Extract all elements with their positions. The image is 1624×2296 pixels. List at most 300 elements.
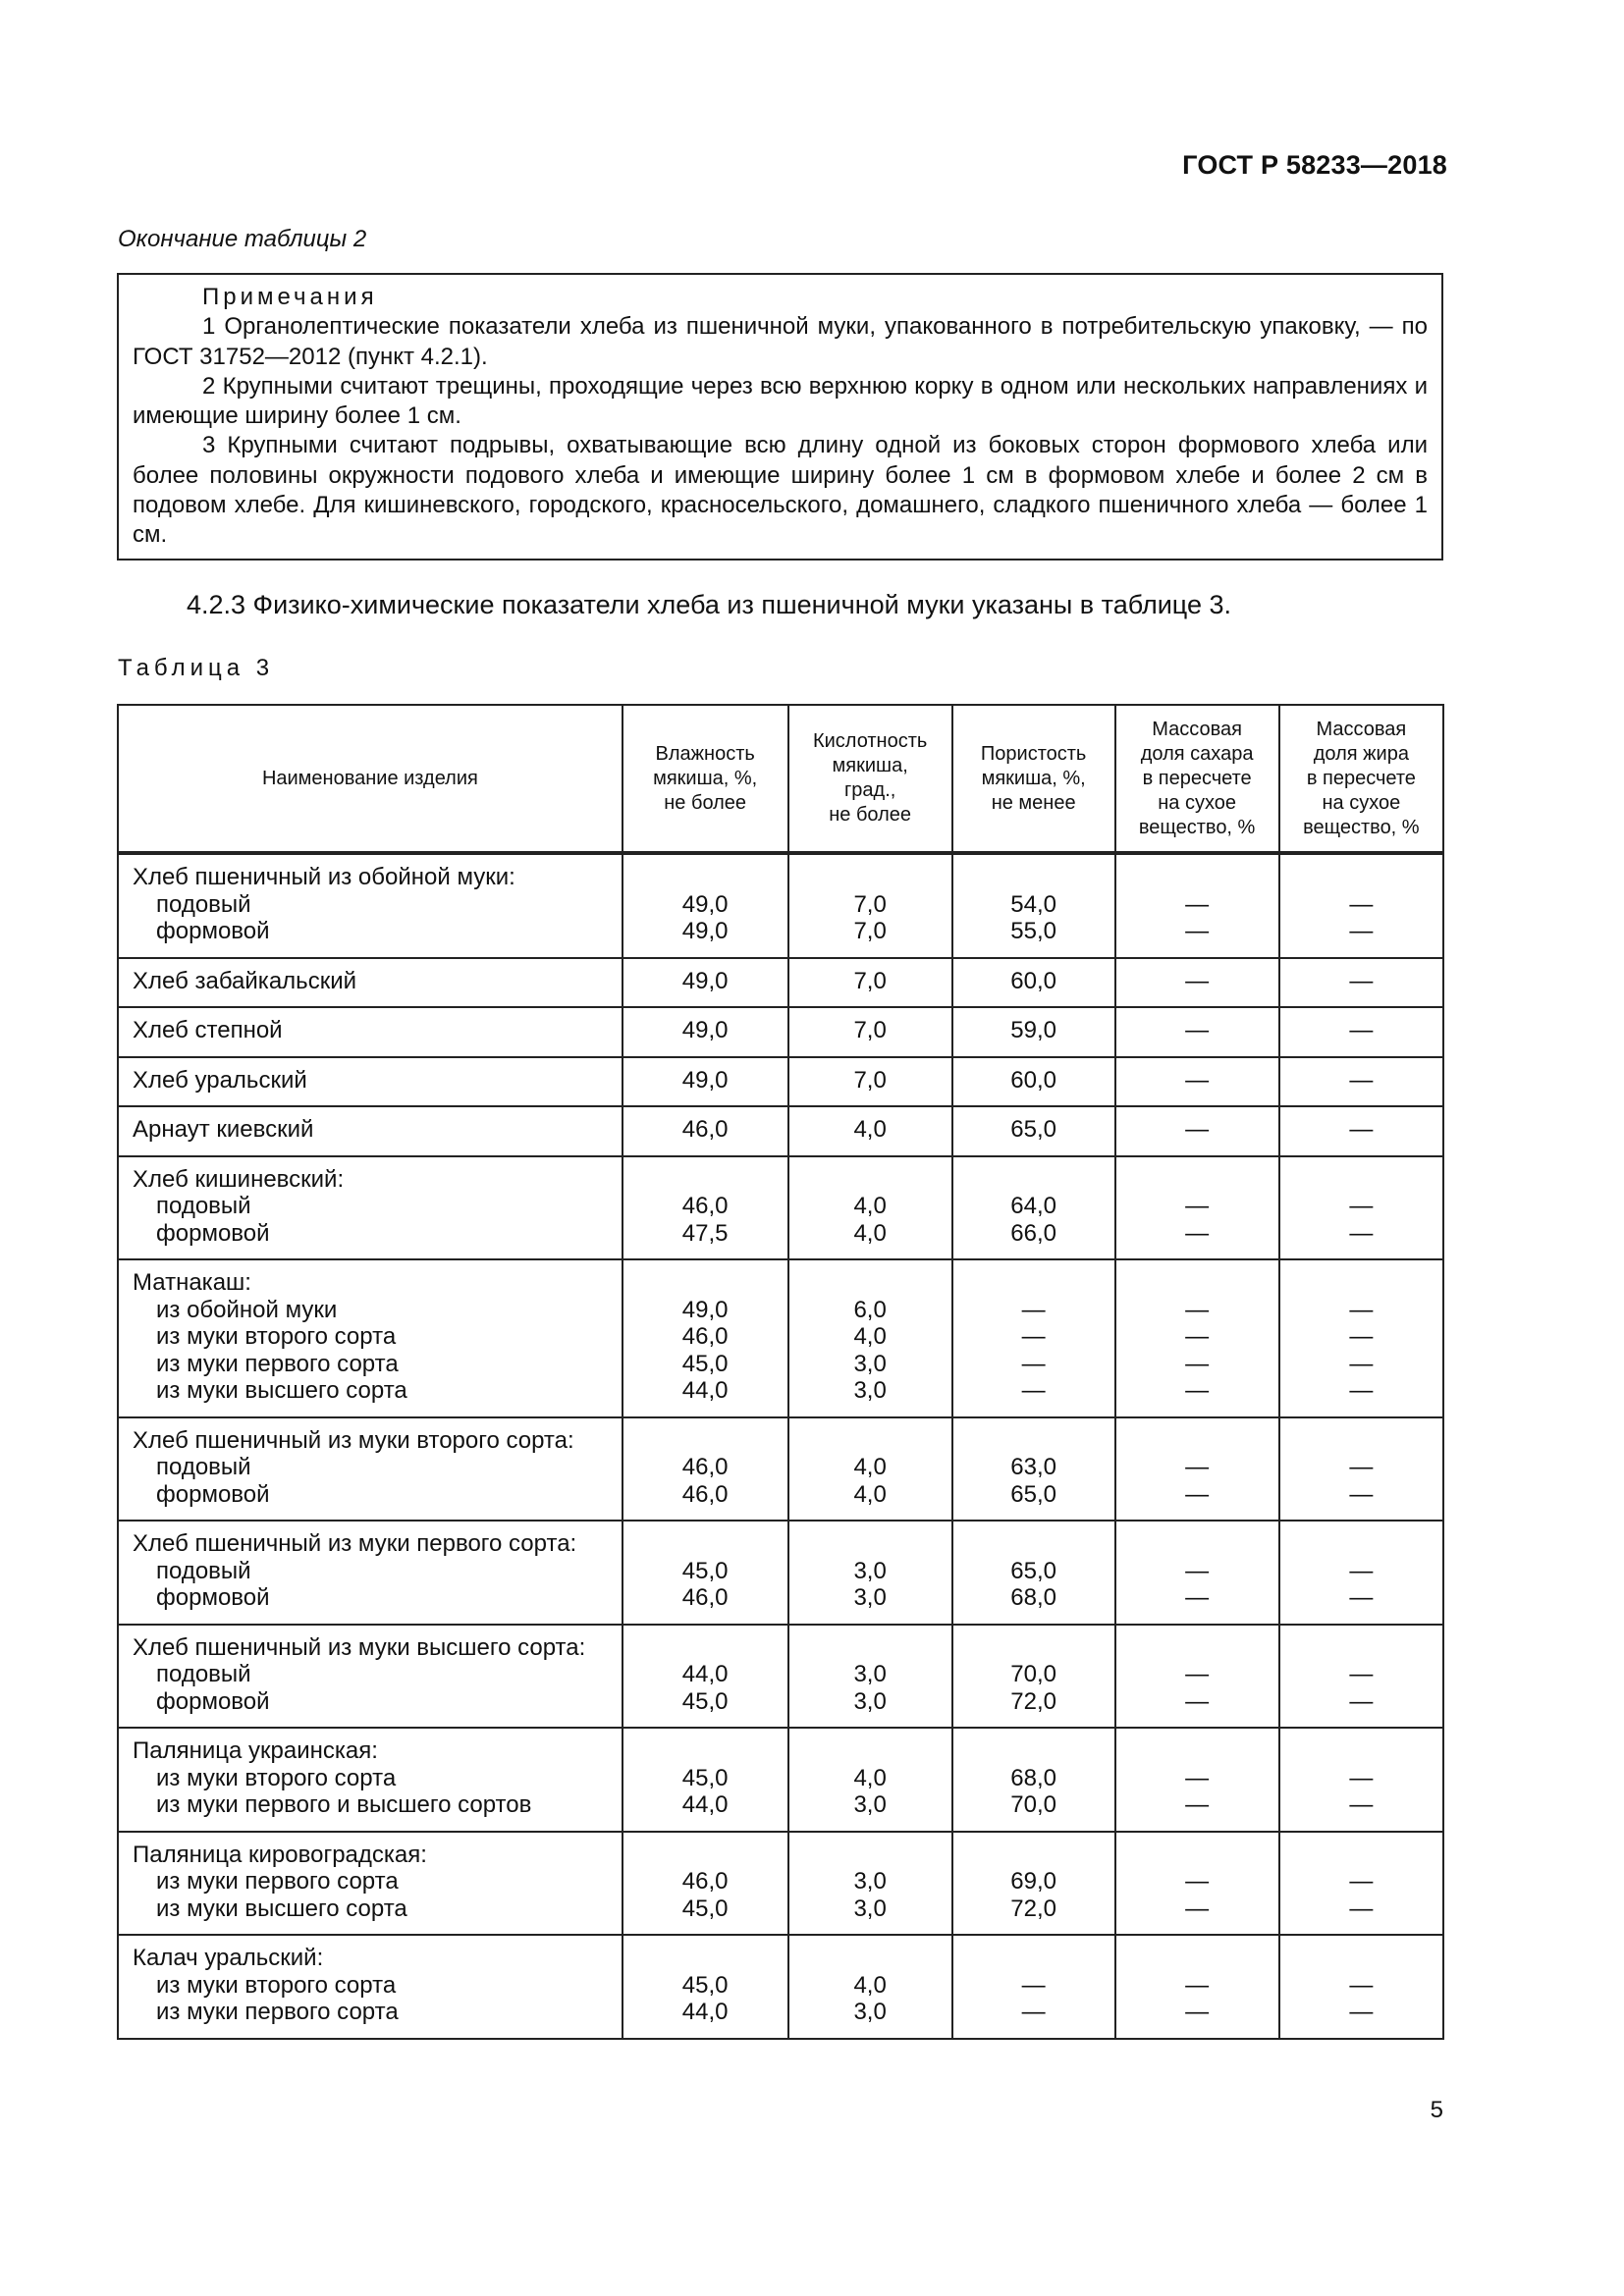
note-item: 1 Органолептические показатели хлеба из пшеничной муки, упакованного в потребительскую упаковку, — по ГОСТ 31752—2012 (пункт 4.2.1).: [133, 313, 1428, 370]
fat-value: —: [1349, 1557, 1374, 1584]
fat-cell: [1279, 1156, 1443, 1260]
acidity-value: 4,0: [853, 1480, 887, 1508]
product-group-title: Хлеб пшеничный из муки второго сорта:: [133, 1426, 574, 1454]
acidity-value: 7,0: [853, 1066, 887, 1094]
header-acidity: Кислотность мякиша, град., не более: [788, 705, 952, 853]
sugar-cell: [1115, 1057, 1279, 1107]
fat-value: —: [1349, 1895, 1374, 1922]
product-name: Хлеб уральский: [133, 1066, 307, 1094]
porosity-cell: [952, 1832, 1115, 1936]
product-name: формовой: [156, 1219, 270, 1247]
fat-value: —: [1349, 890, 1374, 918]
acidity-value: 3,0: [853, 1377, 887, 1404]
sugar-cell: [1115, 1156, 1279, 1260]
fat-value: —: [1349, 1066, 1374, 1094]
porosity-value: 70,0: [1010, 1791, 1056, 1818]
acidity-cell: [788, 1007, 952, 1057]
notes-title: Примечания: [202, 284, 378, 310]
porosity-cell: [952, 1417, 1115, 1522]
fat-value: —: [1349, 1971, 1374, 1999]
cell-spacer: [1284, 1269, 1438, 1297]
product-name-cell: [118, 1521, 623, 1625]
sugar-cell: [1115, 1728, 1279, 1832]
porosity-cell: [952, 1935, 1115, 2039]
table-row: [118, 1832, 1443, 1936]
product-name: формовой: [156, 918, 270, 944]
product-name: подовый: [156, 890, 251, 918]
cell-spacer: [957, 1842, 1110, 1869]
product-name: подовый: [156, 1193, 251, 1219]
fat-cell: [1279, 1106, 1443, 1156]
moisture-value: 46,0: [681, 1193, 729, 1219]
cell-spacer: [627, 1945, 784, 1972]
product-name: подовый: [156, 1661, 251, 1687]
moisture-value: 44,0: [681, 1377, 729, 1404]
moisture-cell: [623, 1625, 788, 1729]
product-name: формовой: [156, 1584, 270, 1611]
cell-spacer: [793, 1634, 947, 1662]
cell-spacer: [627, 1427, 784, 1455]
product-name: из муки первого сорта: [156, 1999, 399, 2025]
header-sugar-fraction: Массовая доля сахара в пересчете на сухое вещество, %: [1115, 705, 1279, 853]
sugar-value: —: [1185, 1584, 1210, 1611]
cell-spacer: [1120, 1945, 1274, 1972]
fat-cell: [1279, 1935, 1443, 2039]
product-group-title: Хлеб пшеничный из муки высшего сорта:: [133, 1633, 586, 1661]
porosity-cell: [952, 1156, 1115, 1260]
acidity-value: 7,0: [853, 967, 887, 994]
moisture-value: 45,0: [681, 1764, 729, 1791]
sugar-value: —: [1185, 1764, 1210, 1791]
fat-value: —: [1349, 918, 1374, 944]
product-group-title: Хлеб кишиневский:: [133, 1165, 345, 1193]
moisture-value: 49,0: [681, 1066, 729, 1094]
product-name: Арнаут киевский: [133, 1116, 314, 1143]
sugar-value: —: [1185, 1557, 1210, 1584]
product-name: из муки высшего сорта: [156, 1895, 407, 1922]
moisture-value: 45,0: [681, 1687, 729, 1715]
moisture-value: 45,0: [681, 1350, 729, 1377]
acidity-cell: [788, 853, 952, 958]
fat-value: —: [1349, 1377, 1374, 1404]
product-name: из обойной муки: [156, 1296, 338, 1323]
acidity-cell: [788, 1417, 952, 1522]
product-name-cell: [118, 1156, 623, 1260]
table-row: [118, 958, 1443, 1008]
product-name: формовой: [156, 1687, 270, 1715]
moisture-cell: [623, 1057, 788, 1107]
table-row: [118, 1625, 1443, 1729]
product-name-cell: [118, 1057, 623, 1107]
fat-value: —: [1349, 1480, 1374, 1508]
product-group-title: Матнакаш:: [133, 1269, 251, 1296]
porosity-value: —: [1021, 1971, 1046, 1999]
sugar-cell: [1115, 1832, 1279, 1936]
table-row: [118, 1007, 1443, 1057]
product-name-cell: [118, 1935, 623, 2039]
porosity-value: 68,0: [1010, 1584, 1056, 1611]
table-row: [118, 1417, 1443, 1522]
cell-spacer: [957, 1269, 1110, 1297]
acidity-cell: [788, 1625, 952, 1729]
product-name-cell: [118, 958, 623, 1008]
sugar-value: —: [1185, 1377, 1210, 1404]
fat-cell: [1279, 1728, 1443, 1832]
cell-spacer: [627, 1842, 784, 1869]
cell-spacer: [1120, 1530, 1274, 1558]
sugar-value: —: [1185, 1999, 1210, 2025]
moisture-cell: [623, 1156, 788, 1260]
sugar-value: —: [1185, 1480, 1210, 1508]
sugar-value: —: [1185, 1868, 1210, 1895]
porosity-value: 60,0: [1010, 967, 1056, 994]
header-fat-fraction: Массовая доля жира в пересчете на сухое вещество, %: [1279, 705, 1443, 853]
cell-spacer: [627, 1166, 784, 1194]
header-porosity: Пористость мякиша, %, не менее: [952, 705, 1115, 853]
porosity-value: 72,0: [1010, 1687, 1056, 1715]
table-row: [118, 853, 1443, 958]
moisture-cell: [623, 958, 788, 1008]
cell-spacer: [793, 1842, 947, 1869]
moisture-value: 45,0: [681, 1895, 729, 1922]
product-name-cell: [118, 1625, 623, 1729]
porosity-cell: [952, 1728, 1115, 1832]
cell-spacer: [1120, 1737, 1274, 1765]
porosity-value: —: [1021, 1350, 1046, 1377]
fat-value: —: [1349, 1764, 1374, 1791]
table-row: [118, 1935, 1443, 2039]
sugar-value: —: [1185, 918, 1210, 944]
acidity-value: 7,0: [853, 918, 887, 944]
sugar-cell: [1115, 1106, 1279, 1156]
header-product-name: Наименование изделия: [118, 705, 623, 853]
cell-spacer: [1120, 1269, 1274, 1297]
product-name: подовый: [156, 1557, 251, 1584]
moisture-value: 46,0: [681, 1584, 729, 1611]
porosity-value: 55,0: [1010, 918, 1056, 944]
acidity-value: 3,0: [853, 1557, 887, 1584]
table-body: [118, 853, 1443, 2039]
section-paragraph: 4.2.3 Физико-химические показатели хлеба из пшеничной муки указаны в таблице 3.: [187, 590, 1232, 619]
porosity-value: 59,0: [1010, 1017, 1056, 1043]
acidity-value: 4,0: [853, 1219, 887, 1247]
moisture-value: 45,0: [681, 1971, 729, 1999]
cell-spacer: [793, 1427, 947, 1455]
product-name: из муки первого сорта: [156, 1868, 399, 1895]
fat-cell: [1279, 1057, 1443, 1107]
page-number: 5: [1430, 2097, 1443, 2123]
acidity-value: 3,0: [853, 1895, 887, 1922]
product-group-title: Калач уральский:: [133, 1945, 324, 1971]
acidity-value: 4,0: [853, 1454, 887, 1480]
product-name-cell: [118, 1832, 623, 1936]
cell-spacer: [1120, 1634, 1274, 1662]
porosity-value: 54,0: [1010, 890, 1056, 918]
moisture-value: 47,5: [681, 1219, 729, 1247]
porosity-value: 72,0: [1010, 1895, 1056, 1922]
product-name: из муки первого и высшего сортов: [156, 1791, 532, 1818]
product-name: из муки второго сорта: [156, 1323, 397, 1350]
sugar-value: —: [1185, 1687, 1210, 1715]
table-row: [118, 1728, 1443, 1832]
porosity-value: —: [1021, 1999, 1046, 2025]
fat-value: —: [1349, 1687, 1374, 1715]
acidity-value: 3,0: [853, 1584, 887, 1611]
cell-spacer: [793, 1269, 947, 1297]
moisture-value: 46,0: [681, 1868, 729, 1895]
moisture-cell: [623, 1417, 788, 1522]
fat-value: —: [1349, 1999, 1374, 2025]
product-name: формовой: [156, 1480, 270, 1508]
cell-spacer: [1284, 1530, 1438, 1558]
sugar-cell: [1115, 1259, 1279, 1417]
product-name-cell: [118, 1259, 623, 1417]
acidity-cell: [788, 1935, 952, 2039]
sugar-value: —: [1185, 1895, 1210, 1922]
moisture-value: 45,0: [681, 1557, 729, 1584]
product-name-cell: [118, 1106, 623, 1156]
sugar-value: —: [1185, 1193, 1210, 1219]
acidity-value: 7,0: [853, 890, 887, 918]
cell-spacer: [957, 1427, 1110, 1455]
sugar-value: —: [1185, 1350, 1210, 1377]
acidity-value: 3,0: [853, 1791, 887, 1818]
table-header-row: [118, 705, 1443, 853]
fat-cell: [1279, 1417, 1443, 1522]
moisture-value: 46,0: [681, 1323, 729, 1350]
cell-spacer: [1120, 1427, 1274, 1455]
acidity-value: 4,0: [853, 1116, 887, 1143]
sugar-value: —: [1185, 1017, 1210, 1043]
porosity-value: 60,0: [1010, 1066, 1056, 1094]
table-row: [118, 1521, 1443, 1625]
fat-cell: [1279, 1521, 1443, 1625]
product-name-cell: [118, 1417, 623, 1522]
product-group-title: Хлеб пшеничный из муки первого сорта:: [133, 1530, 577, 1557]
acidity-value: 7,0: [853, 1017, 887, 1043]
cell-spacer: [1284, 864, 1438, 891]
cell-spacer: [957, 1634, 1110, 1662]
moisture-value: 46,0: [681, 1454, 729, 1480]
sugar-cell: [1115, 853, 1279, 958]
fat-value: —: [1349, 1661, 1374, 1687]
porosity-value: —: [1021, 1377, 1046, 1404]
acidity-cell: [788, 1106, 952, 1156]
porosity-value: 66,0: [1010, 1219, 1056, 1247]
product-name-cell: [118, 1728, 623, 1832]
acidity-value: 3,0: [853, 1868, 887, 1895]
cell-spacer: [957, 1737, 1110, 1765]
fat-cell: [1279, 853, 1443, 958]
product-name: Хлеб степной: [133, 1017, 283, 1043]
sugar-value: —: [1185, 967, 1210, 994]
document-code: ГОСТ Р 58233—2018: [1182, 150, 1447, 180]
sugar-value: —: [1185, 1791, 1210, 1818]
header-moisture: Влажность мякиша, %, не более: [623, 705, 788, 853]
sugar-cell: [1115, 958, 1279, 1008]
sugar-value: —: [1185, 1971, 1210, 1999]
porosity-cell: [952, 1106, 1115, 1156]
fat-value: —: [1349, 1017, 1374, 1043]
fat-value: —: [1349, 1791, 1374, 1818]
cell-spacer: [1284, 1737, 1438, 1765]
acidity-value: 6,0: [853, 1296, 887, 1323]
fat-value: —: [1349, 1350, 1374, 1377]
cell-spacer: [957, 864, 1110, 891]
cell-spacer: [793, 1166, 947, 1194]
acidity-value: 3,0: [853, 1661, 887, 1687]
sugar-value: —: [1185, 1661, 1210, 1687]
cell-spacer: [627, 1737, 784, 1765]
moisture-cell: [623, 853, 788, 958]
porosity-cell: [952, 958, 1115, 1008]
table-caption: Таблица 3: [118, 655, 275, 681]
cell-spacer: [1120, 864, 1274, 891]
cell-spacer: [1284, 1634, 1438, 1662]
note-item: 3 Крупными считают подрывы, охватывающие всю длину одной из боковых сторон формового хлеба или более половины окружности подового хлеба и имеющие ширину более 1 см в формовом хлебе и более 2 см в подовом хлебе. Для кишиневского, городского, красносельского, домашнего, сладкого пшеничного хлеба — более 1 см.: [133, 432, 1428, 549]
acidity-value: 3,0: [853, 1350, 887, 1377]
porosity-cell: [952, 1057, 1115, 1107]
product-group-title: Паляница украинская:: [133, 1737, 378, 1764]
moisture-cell: [623, 1832, 788, 1936]
cell-spacer: [793, 1737, 947, 1765]
table-row: [118, 1057, 1443, 1107]
acidity-cell: [788, 1521, 952, 1625]
product-name: из муки второго сорта: [156, 1764, 397, 1791]
fat-cell: [1279, 1259, 1443, 1417]
cell-spacer: [957, 1945, 1110, 1972]
acidity-cell: [788, 1728, 952, 1832]
fat-cell: [1279, 958, 1443, 1008]
cell-spacer: [627, 1269, 784, 1297]
moisture-value: 49,0: [681, 1296, 729, 1323]
cell-spacer: [627, 864, 784, 891]
cell-spacer: [1284, 1842, 1438, 1869]
porosity-value: 63,0: [1010, 1454, 1056, 1480]
porosity-value: 69,0: [1010, 1868, 1056, 1895]
moisture-value: 44,0: [681, 1791, 729, 1818]
sugar-value: —: [1185, 1454, 1210, 1480]
acidity-cell: [788, 1057, 952, 1107]
note-item: 2 Крупными считают трещины, проходящие через всю верхнюю корку в одном или нескольких направлениях и имеющие ширину более 1 см.: [133, 372, 1428, 430]
cell-spacer: [627, 1530, 784, 1558]
porosity-cell: [952, 853, 1115, 958]
sugar-cell: [1115, 1521, 1279, 1625]
product-name: из муки второго сорта: [156, 1971, 397, 1999]
fat-value: —: [1349, 1296, 1374, 1323]
sugar-value: —: [1185, 1323, 1210, 1350]
fat-value: —: [1349, 967, 1374, 994]
cell-spacer: [957, 1530, 1110, 1558]
moisture-cell: [623, 1106, 788, 1156]
fat-cell: [1279, 1625, 1443, 1729]
fat-cell: [1279, 1832, 1443, 1936]
fat-value: —: [1349, 1193, 1374, 1219]
porosity-value: 68,0: [1010, 1764, 1056, 1791]
porosity-cell: [952, 1625, 1115, 1729]
acidity-value: 4,0: [853, 1971, 887, 1999]
fat-value: —: [1349, 1323, 1374, 1350]
table-row: [118, 1156, 1443, 1260]
acidity-value: 4,0: [853, 1193, 887, 1219]
porosity-value: —: [1021, 1323, 1046, 1350]
porosity-value: 70,0: [1010, 1661, 1056, 1687]
porosity-value: —: [1021, 1296, 1046, 1323]
product-name: подовый: [156, 1454, 251, 1480]
porosity-value: 65,0: [1010, 1557, 1056, 1584]
product-name: из муки высшего сорта: [156, 1377, 407, 1404]
physicochemical-table: [117, 704, 1444, 2040]
sugar-value: —: [1185, 1116, 1210, 1143]
cell-spacer: [1120, 1842, 1274, 1869]
acidity-cell: [788, 1259, 952, 1417]
fat-cell: [1279, 1007, 1443, 1057]
moisture-value: 44,0: [681, 1661, 729, 1687]
notes-box: [117, 273, 1443, 561]
porosity-value: 64,0: [1010, 1193, 1056, 1219]
moisture-cell: [623, 1935, 788, 2039]
acidity-cell: [788, 958, 952, 1008]
cell-spacer: [1284, 1945, 1438, 1972]
fat-value: —: [1349, 1116, 1374, 1143]
acidity-value: 3,0: [853, 1687, 887, 1715]
porosity-cell: [952, 1521, 1115, 1625]
moisture-cell: [623, 1007, 788, 1057]
product-name-cell: [118, 853, 623, 958]
cell-spacer: [1284, 1166, 1438, 1194]
moisture-value: 49,0: [681, 918, 729, 944]
fat-value: —: [1349, 1454, 1374, 1480]
sugar-cell: [1115, 1935, 1279, 2039]
product-name: из муки первого сорта: [156, 1350, 399, 1377]
sugar-value: —: [1185, 1066, 1210, 1094]
cell-spacer: [627, 1634, 784, 1662]
moisture-value: 46,0: [681, 1116, 729, 1143]
cell-spacer: [793, 1945, 947, 1972]
cell-spacer: [793, 1530, 947, 1558]
moisture-value: 46,0: [681, 1480, 729, 1508]
cell-spacer: [957, 1166, 1110, 1194]
acidity-cell: [788, 1832, 952, 1936]
acidity-value: 3,0: [853, 1999, 887, 2025]
product-name-cell: [118, 1007, 623, 1057]
moisture-value: 49,0: [681, 890, 729, 918]
sugar-cell: [1115, 1625, 1279, 1729]
sugar-value: —: [1185, 890, 1210, 918]
moisture-cell: [623, 1259, 788, 1417]
fat-value: —: [1349, 1219, 1374, 1247]
porosity-value: 65,0: [1010, 1480, 1056, 1508]
moisture-value: 44,0: [681, 1999, 729, 2025]
product-name: Хлеб забайкальский: [133, 967, 356, 994]
moisture-cell: [623, 1728, 788, 1832]
porosity-value: 65,0: [1010, 1116, 1056, 1143]
moisture-value: 49,0: [681, 967, 729, 994]
sugar-cell: [1115, 1007, 1279, 1057]
fat-value: —: [1349, 1868, 1374, 1895]
table-continuation-label: Окончание таблицы 2: [118, 226, 367, 252]
moisture-cell: [623, 1521, 788, 1625]
table-row: [118, 1106, 1443, 1156]
porosity-cell: [952, 1007, 1115, 1057]
acidity-value: 4,0: [853, 1764, 887, 1791]
cell-spacer: [793, 864, 947, 891]
porosity-cell: [952, 1259, 1115, 1417]
acidity-cell: [788, 1156, 952, 1260]
fat-value: —: [1349, 1584, 1374, 1611]
cell-spacer: [1120, 1166, 1274, 1194]
sugar-value: —: [1185, 1296, 1210, 1323]
